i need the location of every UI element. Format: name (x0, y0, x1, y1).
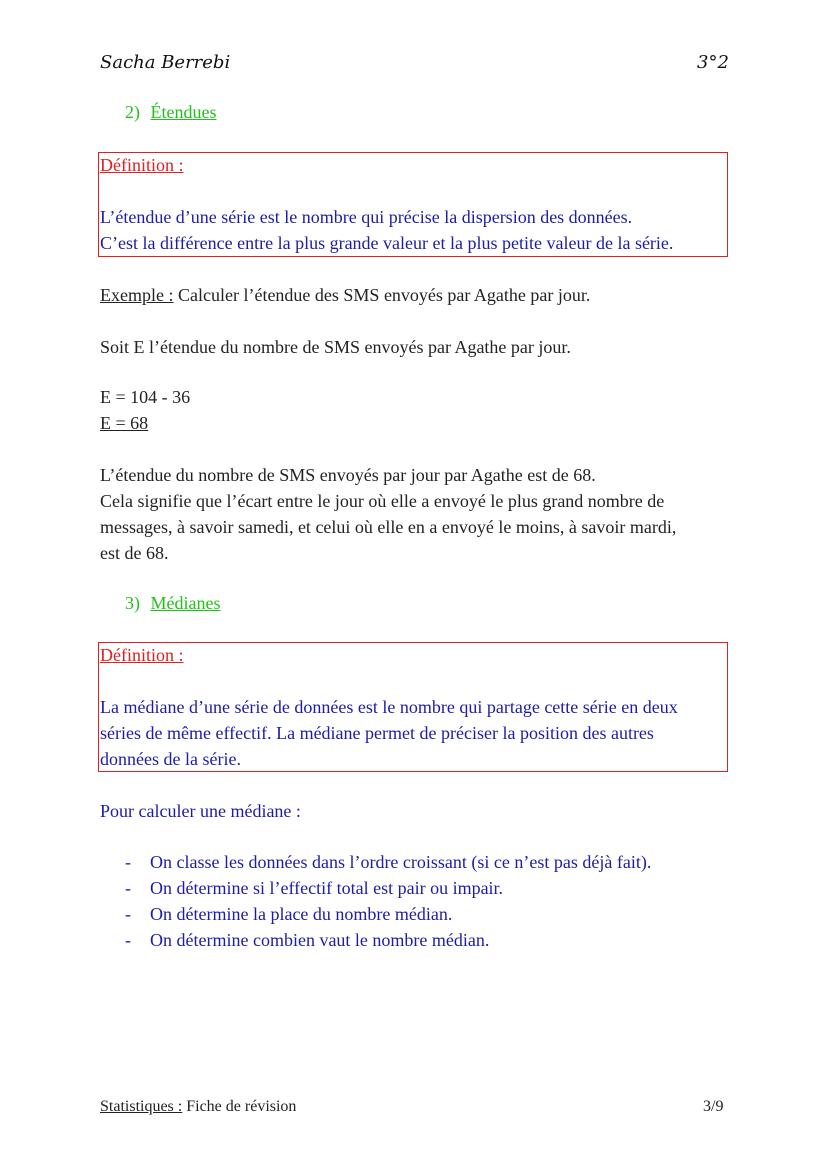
definition-text: L’étendue d’une série est le nombre qui précise la dispersion des données. (100, 207, 633, 227)
section-3-title: Médianes (150, 593, 221, 613)
list-bullet: - (125, 904, 131, 924)
definition-label: Définition : (100, 155, 184, 175)
conclusion-line: L’étendue du nombre de SMS envoyés par jour par Agathe est de 68. (100, 465, 596, 485)
conclusion-line: est de 68. (100, 543, 169, 563)
author-name: Sacha Berrebi (100, 52, 231, 73)
section-3-heading (125, 590, 220, 616)
calculation-line: E = 104 - 36 (100, 387, 191, 407)
definition-text: données de la série. (100, 749, 241, 769)
list-item: On détermine la place du nombre médian. (150, 904, 453, 924)
list-item: On détermine combien vaut le nombre médian. (150, 930, 490, 950)
definition-text: C’est la différence entre la plus grande valeur et la plus petite valeur de la série. (100, 233, 674, 253)
section-3-number: 3) (125, 593, 140, 613)
example-text: Calculer l’étendue des SMS envoyés par Agathe par jour. (173, 285, 591, 305)
section-2-heading (125, 99, 216, 125)
conclusion-line: messages, à savoir samedi, et celui où elle en a envoyé le moins, à savoir mardi, (100, 517, 677, 537)
list-item: On classe les données dans l’ordre croissant (si ce n’est pas déjà fait). (150, 852, 652, 872)
calculation-result: E = 68 (100, 413, 149, 433)
definition-label: Définition : (100, 645, 184, 665)
list-bullet: - (125, 930, 131, 950)
conclusion-line: Cela signifie que l’écart entre le jour où elle a envoyé le plus grand nombre de (100, 491, 665, 511)
definition-text: La médiane d’une série de données est le nombre qui partage cette série en deux (100, 697, 678, 717)
definition-text: séries de même effectif. La médiane permet de préciser la position des autres (100, 723, 654, 743)
let-statement: Soit E l’étendue du nombre de SMS envoyés par Agathe par jour. (100, 337, 571, 357)
class-label: 3°2 (697, 52, 729, 73)
section-2-number: 2) (125, 102, 140, 122)
list-item: On détermine si l’effectif total est pair ou impair. (150, 878, 504, 898)
list-bullet: - (125, 852, 131, 872)
footer-subtitle: Fiche de révision (182, 1098, 297, 1115)
example-label: Exemple : (100, 285, 174, 305)
section-2-title: Étendues (150, 102, 217, 122)
footer-subject: Statistiques : (100, 1098, 183, 1115)
footer-title (100, 1098, 296, 1116)
example-line (100, 282, 590, 308)
method-intro: Pour calculer une médiane : (100, 801, 301, 821)
page-number: 3/9 (703, 1098, 724, 1115)
list-bullet: - (125, 878, 131, 898)
